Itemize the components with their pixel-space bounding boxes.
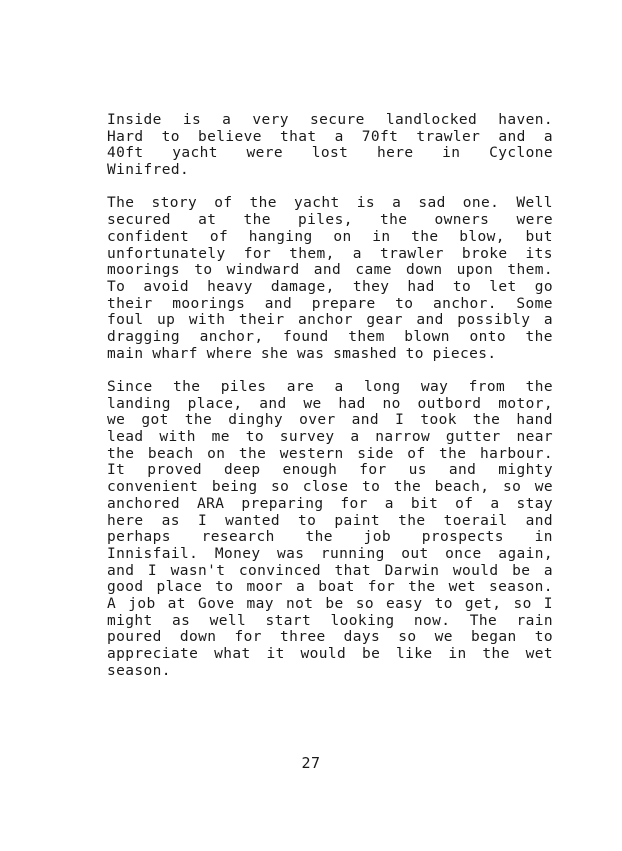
text-line: Innisfail. Money was running out once again, — [107, 545, 553, 562]
text-line: good place to moor a boat for the wet season. — [107, 579, 553, 596]
text-line: main wharf where she was smashed to pieces. — [107, 345, 497, 362]
text-line: confident of hanging on in the blow, but — [107, 228, 553, 245]
text-line: might as well start looking now. The rain — [107, 612, 553, 629]
text-line: lead with me to survey a narrow gutter near — [107, 429, 553, 446]
page-number: 27 — [301, 754, 321, 772]
text-line: the beach on the western side of the harbour. — [107, 445, 553, 462]
text-line: A job at Gove may not be so easy to get, so I — [107, 595, 553, 612]
text-line: Winifred. — [107, 162, 190, 179]
text-line: It proved deep enough for us and mighty — [107, 462, 553, 479]
text-line: season. — [107, 662, 171, 679]
text-line: unfortunately for them, a trawler broke its — [107, 245, 553, 262]
text-line: landing place, and we had no outbord motor, — [107, 395, 553, 412]
text-line: The story of the yacht is a sad one. Well — [107, 195, 553, 212]
text-line: perhaps research the job prospects in — [107, 529, 553, 546]
text-line: Inside is a very secure landlocked haven. — [107, 112, 553, 128]
text-line: To avoid heavy damage, they had to let go — [107, 278, 553, 295]
text-line: dragging anchor, found them blown onto the — [107, 328, 553, 345]
text-line: anchored ARA preparing for a bit of a stay — [107, 495, 553, 512]
paragraph — [107, 195, 553, 362]
text-line: and I wasn't convinced that Darwin would be a — [107, 562, 553, 579]
text-line: secured at the piles, the owners were — [107, 212, 553, 229]
text-line: here as I wanted to paint the toerail and — [107, 512, 553, 529]
text-line: appreciate what it would be like in the wet — [107, 646, 553, 662]
body-text — [107, 112, 553, 696]
text-line: moorings to windward and came down upon them. — [107, 262, 553, 279]
paragraph — [107, 112, 553, 179]
text-line: poured down for three days so we began to — [107, 629, 553, 646]
text-line: 40ft yacht were lost here in Cyclone — [107, 145, 553, 162]
text-line: convenient being so close to the beach, so we — [107, 479, 553, 496]
text-line: we got the dinghy over and I took the hand — [107, 412, 553, 429]
text-line: foul up with their anchor gear and possibly a — [107, 312, 553, 329]
paragraph — [107, 379, 553, 679]
text-line: their moorings and prepare to anchor. Some — [107, 295, 553, 312]
text-line: Hard to believe that a 70ft trawler and a — [107, 128, 553, 145]
text-line: Since the piles are a long way from the — [107, 379, 553, 395]
